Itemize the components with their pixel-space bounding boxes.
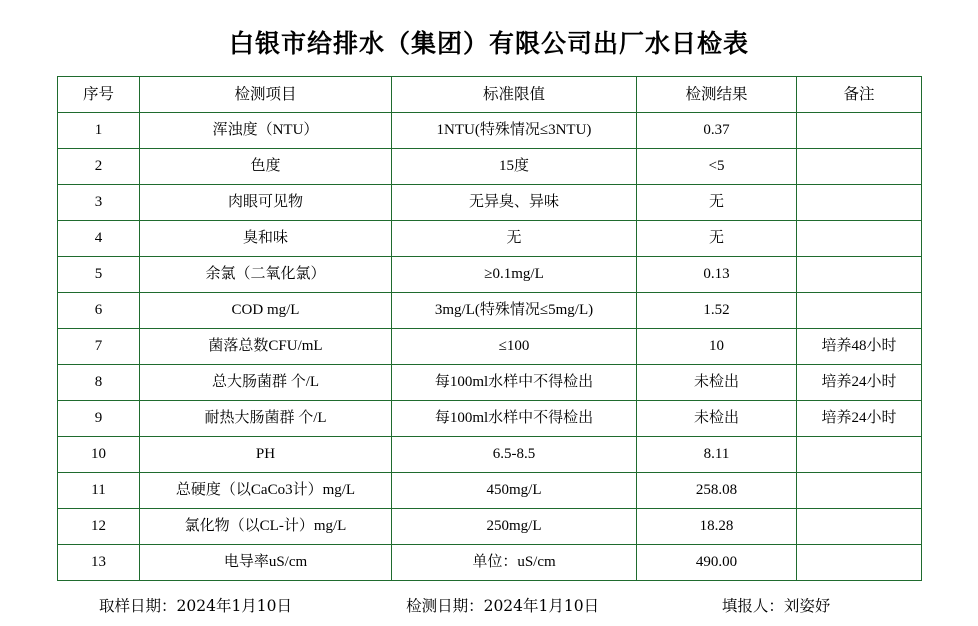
cell-item: 菌落总数CFU/mL	[140, 329, 392, 365]
cell-item: 总硬度（以CaCo3计）mg/L	[140, 473, 392, 509]
daily-inspection-table	[57, 76, 922, 581]
table-row	[58, 149, 922, 185]
cell-remark	[797, 185, 922, 221]
column-header-no: 序号	[58, 77, 140, 113]
cell-result: 10	[637, 329, 797, 365]
column-header-item: 检测项目	[140, 77, 392, 113]
cell-item: 臭和味	[140, 221, 392, 257]
cell-limit: ≥0.1mg/L	[392, 257, 637, 293]
cell-item: 总大肠菌群 个/L	[140, 365, 392, 401]
cell-no: 3	[58, 185, 140, 221]
cell-no: 4	[58, 221, 140, 257]
cell-limit: 每100ml水样中不得检出	[392, 365, 637, 401]
page-title: 白银市给排水（集团）有限公司出厂水日检表	[228, 29, 749, 58]
cell-item: 耐热大肠菌群 个/L	[140, 401, 392, 437]
cell-result: 1.52	[637, 293, 797, 329]
cell-no: 2	[58, 149, 140, 185]
cell-remark: 培养24小时	[797, 401, 922, 437]
table-row	[58, 185, 922, 221]
cell-remark	[797, 113, 922, 149]
table-row	[58, 221, 922, 257]
cell-limit: 6.5-8.5	[392, 437, 637, 473]
cell-item: COD mg/L	[140, 293, 392, 329]
cell-limit: 450mg/L	[392, 473, 637, 509]
cell-limit: 单位：uS/cm	[392, 545, 637, 581]
cell-remark	[797, 293, 922, 329]
cell-limit: 无异臭、异味	[392, 185, 637, 221]
test-date: 检测日期：2024年1月10日	[406, 597, 600, 615]
cell-no: 9	[58, 401, 140, 437]
cell-result: 无	[637, 221, 797, 257]
cell-no: 10	[58, 437, 140, 473]
cell-remark	[797, 545, 922, 581]
cell-limit: 3mg/L(特殊情况≤5mg/L)	[392, 293, 637, 329]
table-row	[58, 329, 922, 365]
table-row	[58, 365, 922, 401]
cell-remark	[797, 149, 922, 185]
cell-remark: 培养24小时	[797, 365, 922, 401]
cell-result: 未检出	[637, 365, 797, 401]
table-row	[58, 473, 922, 509]
cell-result: 490.00	[637, 545, 797, 581]
reporter-name: 填报人：刘姿妤	[721, 597, 831, 615]
cell-remark	[797, 221, 922, 257]
cell-result: 0.13	[637, 257, 797, 293]
cell-result: 0.37	[637, 113, 797, 149]
table-row	[58, 401, 922, 437]
cell-no: 6	[58, 293, 140, 329]
cell-limit: 250mg/L	[392, 509, 637, 545]
cell-result: 258.08	[637, 473, 797, 509]
column-header-remark: 备注	[797, 77, 922, 113]
cell-remark	[797, 257, 922, 293]
cell-result: 未检出	[637, 401, 797, 437]
cell-item: 肉眼可见物	[140, 185, 392, 221]
cell-no: 7	[58, 329, 140, 365]
cell-limit: 15度	[392, 149, 637, 185]
cell-limit: 1NTU(特殊情况≤3NTU)	[392, 113, 637, 149]
cell-item: 浑浊度（NTU）	[140, 113, 392, 149]
column-header-result: 检测结果	[637, 77, 797, 113]
cell-no: 5	[58, 257, 140, 293]
cell-result: 无	[637, 185, 797, 221]
cell-no: 8	[58, 365, 140, 401]
footer	[0, 594, 978, 616]
table-row	[58, 509, 922, 545]
cell-no: 13	[58, 545, 140, 581]
cell-limit: 无	[392, 221, 637, 257]
table-row	[58, 293, 922, 329]
cell-remark	[797, 473, 922, 509]
table-row	[58, 437, 922, 473]
table-row	[58, 113, 922, 149]
cell-remark: 培养48小时	[797, 329, 922, 365]
cell-no: 12	[58, 509, 140, 545]
sampling-date: 取样日期：2024年1月10日	[99, 597, 293, 615]
cell-result: <5	[637, 149, 797, 185]
table-row	[58, 257, 922, 293]
cell-item: 电导率uS/cm	[140, 545, 392, 581]
cell-limit: ≤100	[392, 329, 637, 365]
cell-limit: 每100ml水样中不得检出	[392, 401, 637, 437]
cell-item: PH	[140, 437, 392, 473]
cell-item: 色度	[140, 149, 392, 185]
cell-remark	[797, 509, 922, 545]
cell-no: 11	[58, 473, 140, 509]
cell-remark	[797, 437, 922, 473]
cell-result: 18.28	[637, 509, 797, 545]
cell-no: 1	[58, 113, 140, 149]
table-container	[0, 76, 978, 581]
cell-item: 氯化物（以CL-计）mg/L	[140, 509, 392, 545]
cell-result: 8.11	[637, 437, 797, 473]
column-header-limit: 标准限值	[392, 77, 637, 113]
table-row	[58, 545, 922, 581]
cell-item: 余氯（二氧化氯）	[140, 257, 392, 293]
table-header-row	[58, 77, 922, 113]
